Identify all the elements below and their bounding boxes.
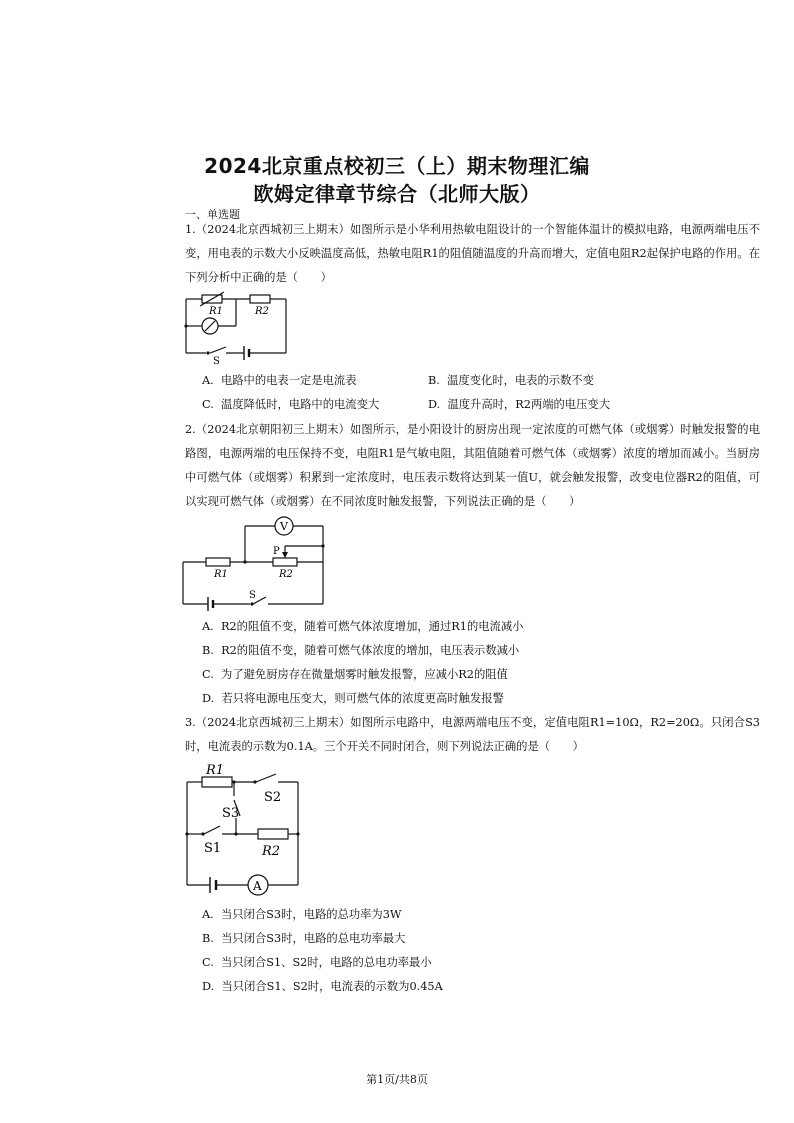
r1-resistor (206, 558, 230, 566)
q1-option-a[interactable]: A. 电路中的电表一定是电流表 (202, 374, 357, 387)
q2-option-c[interactable]: C. 为了避免厨房存在微量烟雾时触发报警，应减小R2的阻值 (202, 668, 508, 681)
q3-option-d[interactable]: D. 当只闭合S1、S2时，电流表的示数为0.45A (202, 980, 443, 993)
page-title: 2024北京重点校初三（上）期末物理汇编 (204, 154, 590, 178)
fig2-s-label: S (249, 590, 256, 601)
question-1-circuit (180, 292, 300, 367)
q3-option-b[interactable]: B. 当只闭合S3时，电路的总电功率最大 (202, 932, 406, 945)
page-footer: 第1页/共8页 (366, 1073, 428, 1086)
section-heading: 一、单选题 (185, 208, 240, 221)
q2-option-d[interactable]: D. 若只将电源电压变大，则可燃气体的浓度更高时触发报警 (202, 692, 504, 705)
r2-resistor (250, 295, 270, 303)
fig3-r2-label: R2 (262, 844, 281, 859)
page-subtitle: 欧姆定律章节综合（北师大版） (253, 182, 541, 206)
question-2-circuit (180, 514, 330, 609)
question-3-text: 3.（2024北京西城初三上期末）如图所示电路中，电源两端电压不变，定值电阻R1=10Ω，R2=20Ω。只闭合S3时，电流表的示数为0.1A。三个开关不同时闭合，则下列说法正确的是（ ） (185, 716, 760, 753)
question-2-text: 2.（2024北京朝阳初三上期末）如图所示，是小阳设计的厨房出现一定浓度的可燃气体（或烟雾）时触发报警的电路图，电源两端的电压保持不变，电阻R1是气敏电阻，其阻值随着可燃气体（或烟雾）浓度的增加而减小。当厨房中可燃气体（或烟雾）积累到一定浓度时，电压表示数将达到某一值U，就会触发报警，改变电位器R2的阻值，可以实现可燃气体（或烟雾）在不同浓度时触发报警，下列说法正确的是（ ） (185, 423, 760, 508)
fig2-r1-label: R1 (214, 569, 228, 580)
fig3-s3-label: S3 (222, 806, 240, 821)
q1-option-c[interactable]: C. 温度降低时，电路中的电流变大 (202, 398, 380, 411)
q2-option-b[interactable]: B. R2的阻值不变，随着可燃气体浓度的增加，电压表示数减小 (202, 644, 520, 657)
fig3-s2-label: S2 (264, 790, 282, 805)
fig3-a-label: A (253, 879, 262, 893)
q1-option-d[interactable]: D. 温度升高时，R2两端的电压变大 (428, 398, 610, 411)
fig2-v-label: V (280, 520, 288, 533)
r2-resistor (273, 558, 297, 566)
fig1-s-label: S (213, 356, 220, 367)
question-1-text: 1.（2024北京西城初三上期末）如图所示是小华利用热敏电阻设计的一个智能体温计的模拟电路，电源两端电压不变，用电表的示数大小反映温度高低，热敏电阻R1的阻值随温度的升高而增大，定值电阻R2起保护电路的作用。在下列分析中正确的是（ ） (185, 223, 760, 284)
fig1-r1-label: R1 (209, 306, 223, 317)
fig2-r2-label: R2 (279, 569, 293, 580)
question-3-circuit (180, 760, 305, 895)
q2-option-a[interactable]: A. R2的阻值不变，随着可燃气体浓度增加，通过R1的电流减小 (202, 620, 524, 633)
q1-option-b[interactable]: B. 温度变化时，电表的示数不变 (428, 374, 594, 387)
r1-resistor (202, 777, 232, 787)
fig2-p-label: P (273, 546, 280, 557)
fig3-s1-label: S1 (204, 841, 222, 856)
q3-option-c[interactable]: C. 当只闭合S1、S2时，电路的总电功率最小 (202, 956, 432, 969)
fig3-r1-label: R1 (206, 763, 225, 778)
q3-option-a[interactable]: A. 当只闭合S3时，电路的总功率为3W (202, 908, 402, 921)
r2-resistor (258, 829, 288, 839)
fig1-r2-label: R2 (255, 306, 269, 317)
